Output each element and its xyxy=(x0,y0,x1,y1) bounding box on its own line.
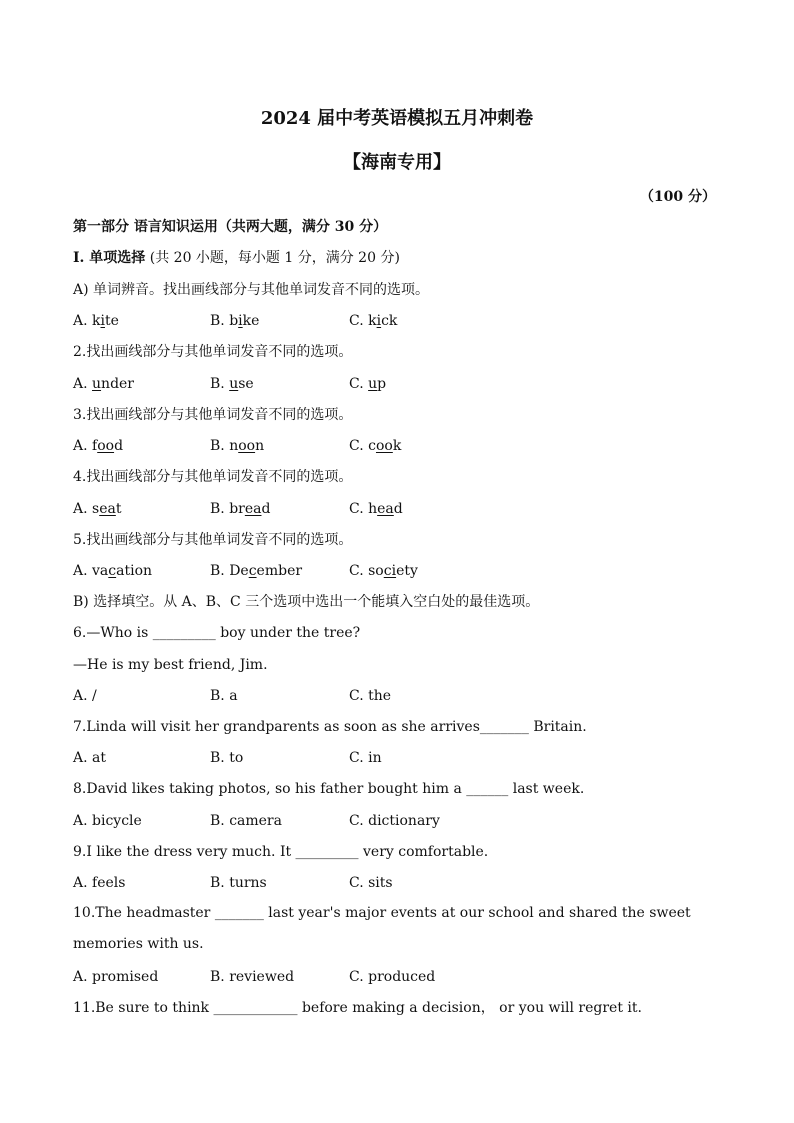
q3-stem: 3.找出画线部分与其他单词发音不同的选项。 xyxy=(73,407,353,423)
q8-option-b: B. camera xyxy=(210,813,282,829)
total-score: （100 分） xyxy=(639,189,716,205)
q10-options xyxy=(73,968,673,986)
q2-option-a: A. under xyxy=(73,376,135,392)
q2-stem: 2.找出画线部分与其他单词发音不同的选项。 xyxy=(73,344,353,360)
part-a-instruction: A) 单词辨音。找出画线部分与其他单词发音不同的选项。 xyxy=(73,282,430,298)
q6-stem: 6.—Who is _________ boy under the tree? xyxy=(73,625,361,641)
q1-option-a: A. kite xyxy=(73,313,119,329)
q1-option-c: C. kick xyxy=(349,313,398,329)
q4-option-a: A. seat xyxy=(73,501,122,517)
q8-options xyxy=(73,812,673,830)
q9-option-a: A. feels xyxy=(73,875,126,891)
q7-stem: 7.Linda will visit her grandparents as soon as she arrives_______ Britain. xyxy=(73,719,587,735)
q5-options xyxy=(73,562,673,580)
q7-option-b: B. to xyxy=(210,750,244,766)
q4-options xyxy=(73,500,673,518)
q6-option-a: A. / xyxy=(73,688,97,704)
q7-options xyxy=(73,749,673,767)
q9-option-c: C. sits xyxy=(349,875,393,891)
exam-title: 2024 届中考英语模拟五月冲刺卷 xyxy=(260,108,534,129)
q2-option-c: C. up xyxy=(349,376,387,392)
q3-option-c: C. cook xyxy=(349,438,402,454)
q8-stem: 8.David likes taking photos, so his father bought him a ______ last week. xyxy=(73,781,585,797)
q10-option-a: A. promised xyxy=(73,969,159,985)
q6-options xyxy=(73,687,673,705)
q5-option-b: B. December xyxy=(210,563,303,579)
q2-options xyxy=(73,375,673,393)
q4-option-b: B. bread xyxy=(210,501,271,517)
q10-option-c: C. produced xyxy=(349,969,436,985)
q7-option-a: A. at xyxy=(73,750,106,766)
q3-option-b: B. noon xyxy=(210,438,265,454)
q5-option-a: A. vacation xyxy=(73,563,153,579)
part-b-instruction: B) 选择填空。从 A、B、C 三个选项中选出一个能填入空白处的最佳选项。 xyxy=(73,594,540,610)
q3-option-a: A. food xyxy=(73,438,124,454)
q2-option-b: B. use xyxy=(210,376,254,392)
q1-options xyxy=(73,312,673,330)
exam-subtitle: 【海南专用】 xyxy=(343,152,451,173)
q10-option-b: B. reviewed xyxy=(210,969,295,985)
q3-options xyxy=(73,437,673,455)
part-heading xyxy=(73,249,400,267)
q8-option-a: A. bicycle xyxy=(73,813,142,829)
q9-stem: 9.I like the dress very much. It _________ very comfortable. xyxy=(73,844,489,860)
q9-option-b: B. turns xyxy=(210,875,267,891)
q10-stem: 10.The headmaster _______ last year's major events at our school and shared the sweet memories with us. xyxy=(73,905,691,952)
q5-stem: 5.找出画线部分与其他单词发音不同的选项。 xyxy=(73,532,353,548)
q11-stem: 11.Be sure to think ____________ before making a decision， or you will regret it. xyxy=(73,1000,642,1016)
q6-option-b: B. a xyxy=(210,688,238,704)
part-note: (共 20 小题，每小题 1 分，满分 20 分) xyxy=(145,250,400,266)
q8-option-c: C. dictionary xyxy=(349,813,440,829)
part-title: I. 单项选择 xyxy=(73,250,146,266)
q1-option-b: B. bike xyxy=(210,313,260,329)
q9-options xyxy=(73,874,673,892)
q4-option-c: C. head xyxy=(349,501,403,517)
q6-option-c: C. the xyxy=(349,688,392,704)
q5-option-c: C. society xyxy=(349,563,418,579)
q7-option-c: C. in xyxy=(349,750,382,766)
q4-stem: 4.找出画线部分与其他单词发音不同的选项。 xyxy=(73,469,353,485)
section-heading: 第一部分 语言知识运用（共两大题，满分 30 分） xyxy=(73,219,388,235)
q6-answer-line: —He is my best friend, Jim. xyxy=(73,657,268,673)
